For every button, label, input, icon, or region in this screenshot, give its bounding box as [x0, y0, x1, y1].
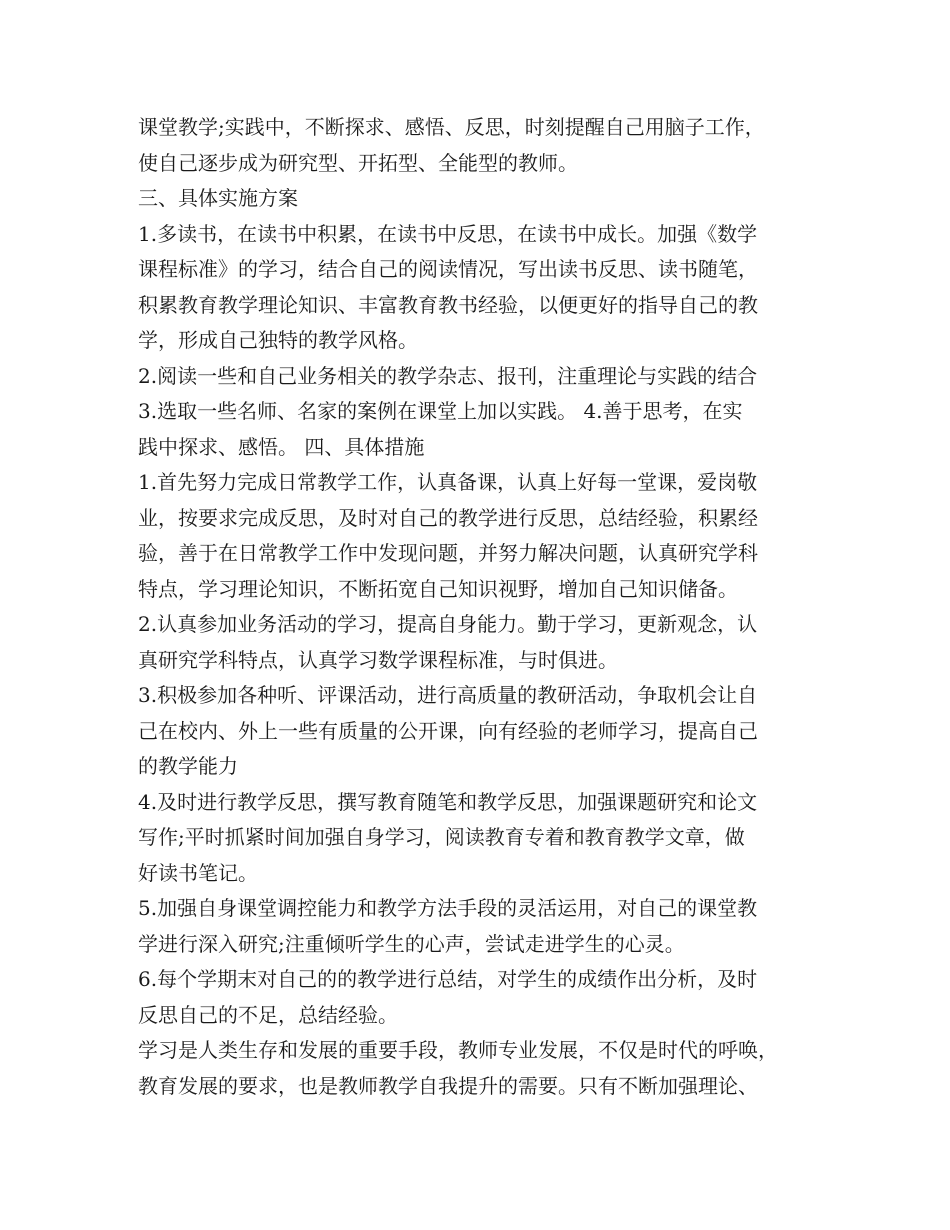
- text-line: 2.阅读一些和自己业务相关的教学杂志、报刊，注重理论与实践的结合: [138, 363, 758, 388]
- text-line: 积累教育教学理论知识、丰富教育教书经验，以便更好的指导自己的教: [138, 292, 758, 317]
- text-line: 反思自己的不足，总结经验。: [138, 1002, 398, 1027]
- text-line: 的教学能力: [138, 754, 238, 778]
- text-line: 3.选取一些名师、名家的案例在课堂上加以实践。 4.善于思考，在实: [138, 399, 743, 423]
- text-line: 践中探求、感悟。 四、具体措施: [138, 434, 425, 459]
- text-line: 己在校内、外上一些有质量的公开课，向有经验的老师学习，提高自己: [138, 718, 758, 743]
- text-line: 3.积极参加各种听、评课活动，进行高质量的教研活动，争取机会让自: [138, 683, 758, 707]
- text-line: 课堂教学;实践中，不断探求、感悟、反思，时刻提醒自己用脑子工作，: [138, 115, 765, 139]
- text-line: 写作;平时抓紧时间加强自身学习，阅读教育专着和教育教学文章，做: [138, 825, 745, 849]
- text-line: 5.加强自身课堂调控能力和教学方法手段的灵活运用，对自己的课堂教: [138, 896, 758, 920]
- text-line: 学习是人类生存和发展的重要手段，教师专业发展，不仅是时代的呼唤，: [138, 1038, 778, 1062]
- text-line: 使自己逐步成为研究型、开拓型、全能型的教师。: [138, 150, 578, 175]
- text-line: 1.多读书，在读书中积累，在读书中反思，在读书中成长。加强《数学: [138, 221, 758, 246]
- text-line: 1.首先努力完成日常教学工作，认真备课，认真上好每一堂课，爱岗敬: [138, 470, 758, 494]
- text-line: 2.认真参加业务活动的学习，提高自身能力。勤于学习，更新观念，认: [138, 612, 758, 636]
- text-line: 好读书笔记。: [138, 860, 258, 885]
- text-line: 4.及时进行教学反思，撰写教育随笔和教学反思，加强课题研究和论文: [138, 789, 758, 814]
- text-line: 验，善于在日常教学工作中发现问题，并努力解决问题，认真研究学科: [138, 541, 758, 565]
- text-line: 课程标准》的学习，结合自己的阅读情况，写出读书反思、读书随笔，: [138, 257, 758, 281]
- text-line: 学进行深入研究;注重倾听学生的心声，尝试走进学生的心灵。: [138, 931, 685, 956]
- document-body: [138, 110, 818, 1104]
- text-line: 真研究学科特点，认真学习数学课程标准，与时俱进。: [138, 647, 618, 672]
- text-line: 业，按要求完成反思，及时对自己的教学进行反思，总结经验，积累经: [138, 505, 758, 530]
- text-line: 特点，学习理论知识，不断拓宽自己知识视野，增加自己知识储备。: [138, 576, 738, 601]
- text-line: 教育发展的要求，也是教师教学自我提升的需要。只有不断加强理论、: [138, 1073, 758, 1098]
- text-line: 6.每个学期末对自己的的教学进行总结，对学生的成绩作出分析，及时: [138, 967, 758, 991]
- text-line: 学，形成自己独特的教学风格。: [138, 328, 418, 352]
- section-heading: 三、具体实施方案: [138, 186, 298, 210]
